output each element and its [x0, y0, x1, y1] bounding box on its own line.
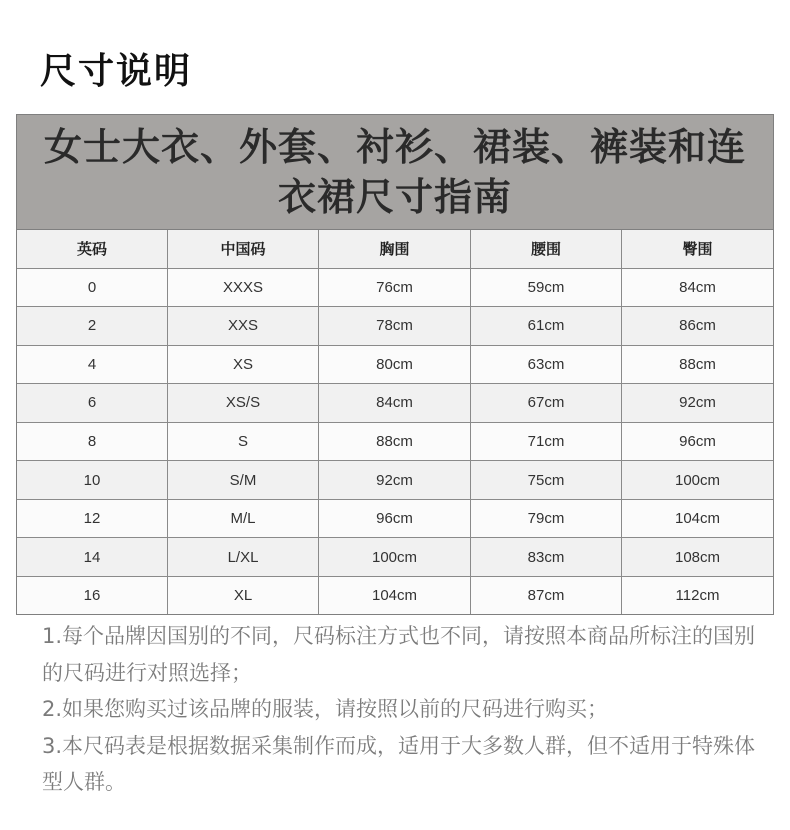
- cell-uk-size: 8: [17, 423, 168, 461]
- cell-cn-size: XS: [168, 346, 319, 384]
- size-chart-table: [16, 114, 774, 615]
- table-row: [17, 346, 773, 385]
- size-notes: [42, 618, 762, 801]
- cell-waist: 75cm: [471, 461, 622, 499]
- table-row: [17, 384, 773, 423]
- table-row: [17, 423, 773, 462]
- header-waist: 腰围: [471, 230, 622, 268]
- cell-bust: 80cm: [319, 346, 471, 384]
- cell-hip: 92cm: [679, 394, 716, 412]
- cell-hip: 86cm: [679, 317, 716, 335]
- cell-bust: 100cm: [319, 538, 471, 576]
- cell-hip: 108cm: [674, 548, 721, 566]
- cell-uk-size: 4: [17, 346, 168, 384]
- table-title: [17, 115, 773, 230]
- cell-uk-size: 14: [17, 538, 168, 576]
- note-item: 3.本尺码表是根据数据采集制作而成，适用于大多数人群，但不适用于特殊体型人群。: [42, 733, 756, 794]
- cell-waist: 79cm: [471, 500, 622, 538]
- cell-bust: 96cm: [319, 500, 471, 538]
- header-cn-size: 中国码: [168, 230, 319, 268]
- cell-cn-size: M/L: [168, 500, 319, 538]
- note-item: 2.如果您购买过该品牌的服装，请按照以前的尺码进行购买；: [42, 697, 609, 721]
- cell-uk-size: 6: [17, 384, 168, 422]
- cell-waist: 59cm: [471, 269, 622, 307]
- cell-bust: 84cm: [319, 384, 471, 422]
- table-title-text: 女士大衣、外套、衬衫、裙装、裤装和连衣裙尺寸指南: [43, 125, 746, 219]
- table-row: [17, 269, 773, 308]
- header-uk-size: 英码: [17, 230, 168, 268]
- cell-hip: 96cm: [679, 433, 716, 450]
- cell-waist: 83cm: [471, 538, 622, 576]
- header-bust: 胸围: [319, 230, 471, 268]
- page-title: 尺寸说明: [40, 51, 193, 92]
- cell-waist: 61cm: [471, 307, 622, 345]
- header-hip: 臀围: [682, 240, 713, 259]
- cell-cn-size: XXXS: [168, 269, 319, 307]
- cell-cn-size: XXS: [168, 307, 319, 345]
- cell-bust: 104cm: [319, 577, 471, 615]
- table-row: [17, 307, 773, 346]
- cell-hip: 112cm: [675, 587, 720, 605]
- cell-hip: 88cm: [679, 355, 716, 373]
- cell-bust: 92cm: [319, 461, 471, 499]
- table-header-row: [17, 230, 773, 269]
- cell-uk-size: 16: [17, 577, 168, 615]
- cell-uk-size: 2: [17, 307, 168, 345]
- cell-hip: 84cm: [679, 278, 716, 296]
- cell-waist: 63cm: [471, 346, 622, 384]
- cell-waist: 87cm: [471, 577, 622, 615]
- cell-bust: 88cm: [319, 423, 471, 461]
- cell-waist: 67cm: [471, 384, 622, 422]
- cell-bust: 76cm: [319, 269, 471, 307]
- table-row: [17, 538, 773, 577]
- table-row: [17, 500, 773, 539]
- cell-cn-size: L/XL: [168, 538, 319, 576]
- cell-waist: 71cm: [471, 423, 622, 461]
- cell-cn-size: XL: [168, 577, 319, 615]
- cell-bust: 78cm: [319, 307, 471, 345]
- cell-hip: 100cm: [674, 471, 721, 489]
- note-item: 1.每个品牌因国别的不同，尺码标注方式也不同，请按照本商品所标注的国别的尺码进行对照选择；: [42, 624, 756, 685]
- cell-uk-size: 0: [17, 269, 168, 307]
- cell-cn-size: XS/S: [168, 384, 319, 422]
- cell-uk-size: 10: [17, 461, 168, 499]
- cell-uk-size: 12: [17, 500, 168, 538]
- table-row: [17, 577, 773, 615]
- cell-cn-size: S: [168, 423, 319, 461]
- cell-hip: 104cm: [674, 510, 721, 528]
- table-row: [17, 461, 773, 500]
- cell-cn-size: S/M: [168, 461, 319, 499]
